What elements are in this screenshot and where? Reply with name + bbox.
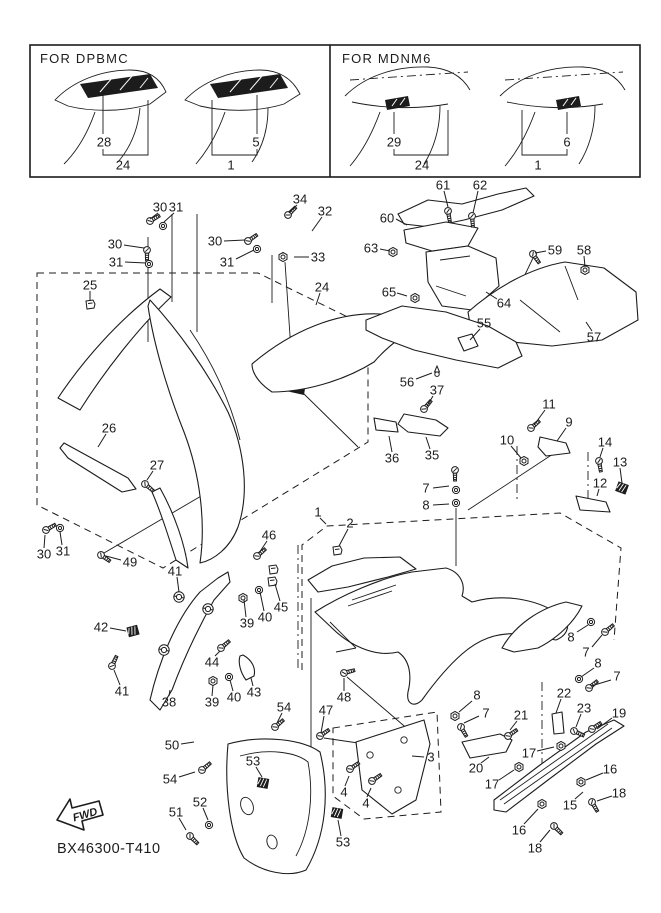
part-22-bracket bbox=[552, 712, 564, 734]
callout-label: 18 bbox=[611, 785, 627, 801]
hw-screw bbox=[595, 457, 604, 472]
callout-label: 32 bbox=[317, 203, 333, 219]
callout-leader bbox=[416, 373, 432, 379]
hw-nut bbox=[411, 293, 419, 302]
callout-leader bbox=[592, 635, 602, 647]
callout-label: 8 bbox=[422, 497, 430, 513]
callout-leader bbox=[260, 592, 264, 611]
callout-label: 61 bbox=[435, 177, 451, 193]
callout-label: 13 bbox=[612, 454, 628, 470]
callout-label: 41 bbox=[114, 683, 130, 699]
hw-washer bbox=[225, 673, 232, 680]
callout-label: 7 bbox=[422, 480, 430, 496]
callout-label: 56 bbox=[399, 374, 415, 390]
callout-leader bbox=[125, 262, 146, 263]
part-9-bracket bbox=[538, 437, 570, 456]
callout-label: 55 bbox=[476, 315, 492, 331]
callout-label: 23 bbox=[576, 700, 592, 716]
callout-label: 16 bbox=[511, 822, 527, 838]
callout-leader bbox=[586, 773, 603, 780]
callout-leader bbox=[433, 504, 449, 505]
callout-leader bbox=[124, 245, 144, 248]
callout-leader bbox=[576, 714, 581, 727]
callout-label: 48 bbox=[336, 689, 352, 705]
hw-washer bbox=[56, 524, 63, 531]
callout-leader bbox=[433, 486, 449, 488]
hw-pin bbox=[435, 366, 440, 376]
callout-label: 62 bbox=[472, 177, 488, 193]
callout-leader bbox=[236, 250, 254, 259]
hw-screw bbox=[41, 522, 57, 535]
callout-leader bbox=[581, 668, 594, 677]
hw-nut bbox=[209, 676, 217, 685]
callout-label: 1 bbox=[534, 157, 542, 173]
callout-label: 7 bbox=[482, 705, 490, 721]
callout-label: 39 bbox=[239, 615, 255, 631]
callout-leader bbox=[339, 529, 348, 546]
callout-leader bbox=[177, 577, 179, 592]
callout-label: 31 bbox=[55, 543, 71, 559]
hw-nut bbox=[389, 247, 397, 256]
callout-label: 7 bbox=[613, 668, 621, 684]
legend-callout-layer bbox=[97, 135, 571, 173]
hw-clip bbox=[86, 300, 95, 309]
hw-nut bbox=[557, 741, 565, 750]
callout-label: 7 bbox=[582, 644, 590, 660]
callout-label: 15 bbox=[562, 797, 578, 813]
hw-clip bbox=[269, 565, 278, 574]
callout-label: 49 bbox=[122, 554, 138, 570]
callout-label: 30 bbox=[36, 546, 52, 562]
callout-label: 5 bbox=[252, 134, 260, 150]
hw-screw bbox=[216, 638, 231, 652]
part-35-bracket bbox=[398, 414, 448, 436]
fwd-arrow bbox=[57, 799, 103, 830]
callout-label: 31 bbox=[168, 199, 184, 215]
hw-nut bbox=[577, 777, 585, 786]
callout-leader bbox=[459, 701, 472, 712]
hw-clipnut bbox=[127, 625, 139, 636]
hw-screw bbox=[419, 398, 433, 413]
hw-screw bbox=[569, 726, 585, 738]
callout-label: 8 bbox=[473, 687, 481, 703]
callout-label: 59 bbox=[547, 242, 563, 258]
callout-label: 33 bbox=[310, 249, 326, 265]
hw-washer bbox=[587, 618, 594, 625]
hw-screw bbox=[587, 797, 600, 813]
callout-label: 28 bbox=[96, 134, 112, 150]
callout-leader bbox=[537, 747, 554, 751]
callout-label: 46 bbox=[261, 527, 277, 543]
callout-label: 41 bbox=[167, 563, 183, 579]
callout-leader bbox=[321, 716, 324, 733]
callout-label: 17 bbox=[484, 776, 500, 792]
callout-leader bbox=[244, 600, 246, 617]
callout-label: 53 bbox=[245, 753, 261, 769]
hw-grommet bbox=[174, 592, 184, 602]
callout-label: 19 bbox=[611, 705, 627, 721]
callout-leader bbox=[110, 628, 126, 631]
callout-leader bbox=[181, 742, 194, 744]
callout-label: 40 bbox=[226, 689, 242, 705]
callout-label: 2 bbox=[346, 515, 354, 531]
callout-label: 1 bbox=[227, 157, 235, 173]
callout-label: 18 bbox=[527, 840, 543, 856]
hw-nut bbox=[538, 799, 546, 808]
callout-label: 44 bbox=[204, 654, 220, 670]
callout-leader bbox=[535, 251, 546, 253]
callout-label: 63 bbox=[363, 240, 379, 256]
hw-screw bbox=[140, 479, 155, 493]
callout-label: 50 bbox=[164, 737, 180, 753]
hw-nut bbox=[515, 762, 523, 771]
hw-screw bbox=[270, 717, 285, 731]
callout-label: 24 bbox=[314, 279, 330, 295]
callout-label: 8 bbox=[567, 629, 575, 645]
callout-label: 10 bbox=[499, 432, 515, 448]
hw-nut bbox=[239, 593, 247, 602]
hw-screw bbox=[526, 418, 541, 432]
callout-leader bbox=[597, 796, 612, 801]
legend-title-dpbmc: FOR DPBMC bbox=[40, 51, 129, 66]
callout-leader bbox=[464, 716, 479, 723]
hw-clipnut bbox=[616, 482, 628, 494]
callout-label: 54 bbox=[276, 699, 292, 715]
callout-label: 24 bbox=[115, 157, 131, 173]
hw-screw bbox=[197, 760, 212, 774]
callout-label: 16 bbox=[602, 761, 618, 777]
callout-label: 40 bbox=[257, 609, 273, 625]
callout-label: 38 bbox=[161, 694, 177, 710]
hw-screw bbox=[600, 622, 615, 636]
hw-washer bbox=[452, 486, 459, 493]
callout-label: 27 bbox=[149, 457, 165, 473]
callout-label: 34 bbox=[292, 191, 308, 207]
hw-washer bbox=[205, 821, 212, 828]
part-12-bracket bbox=[576, 496, 610, 512]
callout-label: 64 bbox=[496, 295, 512, 311]
hw-screw bbox=[549, 821, 564, 836]
callout-leader bbox=[557, 428, 566, 441]
callout-label: 54 bbox=[162, 771, 178, 787]
callout-leader bbox=[98, 434, 106, 447]
hw-clipnut bbox=[257, 778, 268, 789]
callout-label: 36 bbox=[384, 450, 400, 466]
part-26-strip bbox=[60, 443, 136, 492]
hw-washer bbox=[159, 222, 166, 229]
hw-grommet bbox=[159, 645, 169, 655]
callout-leader bbox=[224, 240, 245, 241]
hw-screw bbox=[145, 213, 161, 226]
part-38-stay bbox=[150, 572, 230, 710]
callout-leader bbox=[577, 625, 588, 632]
fairing-sketch-dpbmc-right bbox=[185, 70, 300, 164]
callout-leader bbox=[556, 699, 561, 713]
callout-label: 1 bbox=[314, 504, 322, 520]
callout-label: 31 bbox=[108, 254, 124, 270]
callout-label: 47 bbox=[318, 702, 334, 718]
callout-label: 51 bbox=[168, 804, 184, 820]
callout-label: 17 bbox=[521, 745, 537, 761]
hw-washer bbox=[253, 245, 260, 252]
callout-leader bbox=[511, 446, 521, 458]
callout-label: 31 bbox=[219, 254, 235, 270]
callout-label: 39 bbox=[204, 694, 220, 710]
callout-label: 35 bbox=[424, 447, 440, 463]
hw-washer bbox=[452, 499, 459, 506]
callout-label: 14 bbox=[597, 434, 613, 450]
callout-leader bbox=[179, 772, 195, 777]
callout-label: 4 bbox=[362, 795, 370, 811]
callout-label: 30 bbox=[207, 233, 223, 249]
hw-screw bbox=[340, 667, 356, 677]
callout-label: 25 bbox=[82, 277, 98, 293]
part-43-link bbox=[239, 655, 254, 680]
callout-label: 30 bbox=[152, 199, 168, 215]
callout-label: 20 bbox=[468, 760, 484, 776]
hw-screw bbox=[144, 247, 151, 261]
callout-label: 37 bbox=[429, 382, 445, 398]
part-tail-strip bbox=[152, 488, 188, 568]
hw-screw bbox=[452, 467, 459, 481]
callout-label: 21 bbox=[513, 707, 529, 723]
callout-label: 8 bbox=[594, 655, 602, 671]
hw-nut bbox=[451, 711, 459, 720]
hw-screw bbox=[252, 546, 267, 560]
callout-label: 22 bbox=[556, 685, 572, 701]
callout-label: 57 bbox=[586, 329, 602, 345]
callout-label: 60 bbox=[379, 210, 395, 226]
hw-screw bbox=[185, 831, 200, 846]
fairing-sketch-mdnm6-right bbox=[500, 67, 625, 166]
callout-leader bbox=[312, 217, 322, 231]
hw-nut bbox=[279, 252, 287, 261]
callout-label: 3 bbox=[427, 749, 435, 765]
callout-label: 65 bbox=[381, 284, 397, 300]
legend-title-mdnm6: FOR MDNM6 bbox=[342, 51, 432, 66]
hw-clip bbox=[333, 546, 342, 555]
callout-label: 6 bbox=[563, 134, 571, 150]
callout-label: 30 bbox=[107, 236, 123, 252]
part-60-duct bbox=[398, 188, 534, 227]
callout-label: 58 bbox=[576, 242, 592, 258]
callout-leader bbox=[499, 770, 514, 780]
callout-label: 52 bbox=[192, 794, 208, 810]
callout-label: 9 bbox=[565, 414, 573, 430]
callout-label: 4 bbox=[340, 784, 348, 800]
hw-clipnut bbox=[331, 808, 342, 819]
hw-washer bbox=[145, 260, 152, 267]
callout-leader bbox=[620, 468, 622, 483]
hw-screw bbox=[468, 212, 476, 227]
callout-leader bbox=[179, 818, 186, 830]
fwd-label: FWD bbox=[71, 805, 99, 825]
callout-label: 43 bbox=[246, 684, 262, 700]
callout-leader bbox=[397, 293, 407, 296]
hw-screw bbox=[107, 655, 119, 671]
callout-label: 12 bbox=[592, 475, 608, 491]
callout-label: 11 bbox=[542, 396, 556, 412]
callout-label: 26 bbox=[101, 420, 117, 436]
hw-screw bbox=[283, 205, 298, 220]
hw-screw bbox=[243, 232, 259, 246]
hw-washer bbox=[255, 586, 262, 593]
hw-screw bbox=[456, 722, 469, 738]
hw-grommet bbox=[203, 604, 213, 614]
callout-label: 42 bbox=[93, 619, 109, 635]
callout-label: 53 bbox=[335, 834, 351, 850]
callout-leader bbox=[203, 808, 208, 820]
callout-label: 29 bbox=[386, 134, 402, 150]
callout-label: 24 bbox=[414, 157, 430, 173]
callout-leader bbox=[275, 584, 280, 601]
callout-label: 45 bbox=[273, 599, 289, 615]
part-code-label: BX46300-T410 bbox=[57, 841, 161, 857]
part-36-bracket bbox=[374, 418, 398, 432]
